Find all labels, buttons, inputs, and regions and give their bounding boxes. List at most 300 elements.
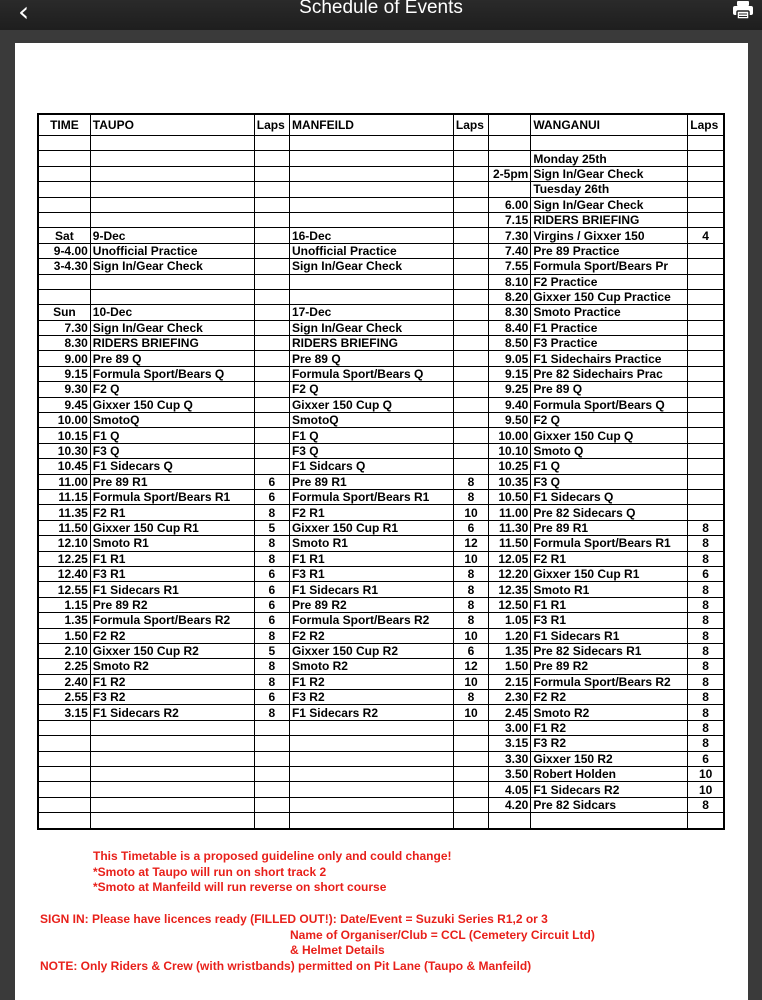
- cell-wanganui-laps: 8: [688, 613, 724, 628]
- cell-manfeild: [289, 720, 453, 735]
- cell-taupo: [90, 212, 254, 227]
- cell-wanganui-time: 7.55: [489, 259, 531, 274]
- cell-manfeild: [289, 289, 453, 304]
- cell-wanganui: Formula Sport/Bears Q: [531, 397, 688, 412]
- cell-manfeild-laps: [453, 289, 488, 304]
- cell-wanganui-laps: 8: [688, 705, 724, 720]
- cell-time: 8.30: [38, 336, 90, 351]
- cell-wanganui: F2 Practice: [531, 274, 688, 289]
- cell-taupo: 10-Dec: [90, 305, 254, 320]
- cell-taupo-laps: 6: [254, 690, 289, 705]
- disclaimer-notes: [93, 849, 452, 896]
- cell-taupo-laps: 8: [254, 551, 289, 566]
- cell-taupo: Formula Sport/Bears Q: [90, 366, 254, 381]
- cell-wanganui: Monday 25th: [531, 151, 688, 166]
- cell-taupo: RIDERS BRIEFING: [90, 336, 254, 351]
- cell-wanganui-laps: 8: [688, 720, 724, 735]
- cell-manfeild: Pre 89 R2: [289, 597, 453, 612]
- cell-manfeild: [289, 782, 453, 797]
- cell-wanganui-time: 2.30: [489, 690, 531, 705]
- cell-taupo-laps: [254, 767, 289, 782]
- cell-taupo: F3 Q: [90, 443, 254, 458]
- header-taupo-laps: Laps: [254, 114, 289, 136]
- cell-taupo-laps: 8: [254, 628, 289, 643]
- table-row: [38, 659, 724, 674]
- cell-wanganui-time: 3.15: [489, 736, 531, 751]
- cell-wanganui: Sign In/Gear Check: [531, 166, 688, 181]
- cell-taupo: F2 Q: [90, 382, 254, 397]
- cell-taupo: Gixxer 150 Cup R1: [90, 520, 254, 535]
- cell-wanganui: Pre 82 Sidechairs Prac: [531, 366, 688, 381]
- cell-taupo: F1 R1: [90, 551, 254, 566]
- cell-time: [38, 289, 90, 304]
- cell-manfeild: F1 Sidcars Q: [289, 459, 453, 474]
- cell-wanganui: F1 R2: [531, 720, 688, 735]
- cell-taupo: F1 Q: [90, 428, 254, 443]
- cell-manfeild: F3 R2: [289, 690, 453, 705]
- cell-time: 12.25: [38, 551, 90, 566]
- cell-wanganui: Gixxer 150 Cup R1: [531, 566, 688, 581]
- cell-manfeild-laps: [453, 720, 488, 735]
- cell-wanganui-laps: [688, 305, 724, 320]
- cell-taupo-laps: [254, 305, 289, 320]
- table-row: [38, 459, 724, 474]
- cell-taupo: Formula Sport/Bears R1: [90, 489, 254, 504]
- cell-wanganui-time: [489, 813, 531, 829]
- cell-wanganui-time: 3.30: [489, 751, 531, 766]
- cell-time: 3-4.30: [38, 259, 90, 274]
- cell-manfeild: Gixxer 150 Cup R2: [289, 643, 453, 658]
- cell-taupo: SmotoQ: [90, 413, 254, 428]
- cell-time: 11.50: [38, 520, 90, 535]
- table-row: [38, 443, 724, 458]
- cell-manfeild: F2 R1: [289, 505, 453, 520]
- cell-wanganui-time: 9.25: [489, 382, 531, 397]
- cell-time: 12.55: [38, 582, 90, 597]
- chevron-left-icon[interactable]: ‹: [18, 0, 30, 28]
- table-row: [38, 197, 724, 212]
- cell-wanganui-time: 11.30: [489, 520, 531, 535]
- cell-manfeild: RIDERS BRIEFING: [289, 336, 453, 351]
- cell-manfeild-laps: [453, 782, 488, 797]
- cell-wanganui: Pre 89 Q: [531, 382, 688, 397]
- cell-taupo-laps: 6: [254, 489, 289, 504]
- cell-taupo: [90, 720, 254, 735]
- cell-time: 9.30: [38, 382, 90, 397]
- cell-taupo-laps: [254, 443, 289, 458]
- cell-time: 2.25: [38, 659, 90, 674]
- cell-manfeild-laps: [453, 813, 488, 829]
- table-row: [38, 628, 724, 643]
- cell-wanganui-time: 12.05: [489, 551, 531, 566]
- cell-manfeild: [289, 751, 453, 766]
- cell-wanganui-time: 4.05: [489, 782, 531, 797]
- cell-manfeild: Formula Sport/Bears Q: [289, 366, 453, 381]
- cell-taupo: [90, 813, 254, 829]
- cell-taupo-laps: [254, 182, 289, 197]
- cell-wanganui-time: 11.00: [489, 505, 531, 520]
- cell-manfeild: [289, 212, 453, 227]
- cell-manfeild: Sign In/Gear Check: [289, 259, 453, 274]
- cell-taupo: 9-Dec: [90, 228, 254, 243]
- table-row: [38, 613, 724, 628]
- cell-wanganui: F1 Sidecars R1: [531, 628, 688, 643]
- cell-wanganui-laps: [688, 243, 724, 258]
- table-row: [38, 259, 724, 274]
- cell-taupo: Formula Sport/Bears R2: [90, 613, 254, 628]
- cell-wanganui-laps: [688, 212, 724, 227]
- cell-wanganui-laps: [688, 336, 724, 351]
- cell-wanganui-laps: [688, 428, 724, 443]
- cell-wanganui-time: 10.10: [489, 443, 531, 458]
- table-row: [38, 351, 724, 366]
- cell-wanganui-time: 2.45: [489, 705, 531, 720]
- page-title: Schedule of Events: [299, 0, 463, 18]
- cell-wanganui: F3 Practice: [531, 336, 688, 351]
- cell-taupo-laps: [254, 382, 289, 397]
- cell-taupo-laps: [254, 336, 289, 351]
- cell-wanganui-time: 9.50: [489, 413, 531, 428]
- cell-wanganui-laps: [688, 397, 724, 412]
- table-row: [38, 151, 724, 166]
- cell-wanganui-laps: [688, 351, 724, 366]
- cell-manfeild-laps: [453, 382, 488, 397]
- cell-taupo-laps: [254, 397, 289, 412]
- table-header-row: [38, 114, 724, 136]
- cell-taupo-laps: 6: [254, 566, 289, 581]
- cell-time: [38, 212, 90, 227]
- organiser-note: Name of Organiser/Club = CCL (Cemetery Circuit Ltd): [290, 928, 595, 942]
- cell-manfeild-laps: 8: [453, 690, 488, 705]
- table-row: [38, 397, 724, 412]
- cell-manfeild-laps: [453, 274, 488, 289]
- cell-taupo: Unofficial Practice: [90, 243, 254, 258]
- cell-manfeild-laps: 8: [453, 582, 488, 597]
- cell-time: [38, 720, 90, 735]
- table-row: [38, 182, 724, 197]
- cell-time: [38, 166, 90, 181]
- table-row: [38, 366, 724, 381]
- table-row: [38, 705, 724, 720]
- cell-wanganui-laps: 8: [688, 797, 724, 812]
- cell-manfeild-laps: [453, 428, 488, 443]
- sign-in-note: SIGN IN: Please have licences ready (FILLED OUT!): Date/Event = Suzuki Series R1,2 or 3: [40, 912, 548, 926]
- cell-manfeild: [289, 797, 453, 812]
- cell-manfeild: F2 R2: [289, 628, 453, 643]
- cell-wanganui: Smoto R2: [531, 705, 688, 720]
- cell-wanganui: Pre 82 Sidcars: [531, 797, 688, 812]
- cell-taupo: [90, 136, 254, 151]
- cell-wanganui-time: 1.20: [489, 628, 531, 643]
- cell-wanganui-laps: 8: [688, 736, 724, 751]
- cell-time: Sun: [38, 305, 90, 320]
- cell-manfeild-laps: 10: [453, 505, 488, 520]
- cell-taupo: [90, 289, 254, 304]
- cell-time: 2.10: [38, 643, 90, 658]
- cell-manfeild: SmotoQ: [289, 413, 453, 428]
- cell-manfeild-laps: [453, 736, 488, 751]
- cell-manfeild: [289, 767, 453, 782]
- cell-taupo: [90, 197, 254, 212]
- cell-time: 2.55: [38, 690, 90, 705]
- cell-manfeild: F3 R1: [289, 566, 453, 581]
- cell-wanganui-time: [489, 151, 531, 166]
- cell-time: 9.45: [38, 397, 90, 412]
- cell-time: 12.40: [38, 566, 90, 581]
- cell-wanganui-laps: [688, 459, 724, 474]
- header-time: TIME: [38, 114, 90, 136]
- cell-wanganui-time: 8.10: [489, 274, 531, 289]
- table-row: [38, 551, 724, 566]
- cell-wanganui-laps: [688, 382, 724, 397]
- cell-taupo-laps: [254, 720, 289, 735]
- cell-manfeild-laps: [453, 413, 488, 428]
- cell-wanganui-time: 12.50: [489, 597, 531, 612]
- cell-taupo-laps: [254, 797, 289, 812]
- pit-lane-note: NOTE: Only Riders & Crew (with wristbands) permitted on Pit Lane (Taupo & Manfeild): [40, 959, 532, 973]
- cell-time: 1.50: [38, 628, 90, 643]
- cell-taupo-laps: [254, 228, 289, 243]
- cell-wanganui-laps: 10: [688, 782, 724, 797]
- cell-wanganui-time: 8.30: [489, 305, 531, 320]
- cell-manfeild-laps: [453, 166, 488, 181]
- cell-wanganui: Formula Sport/Bears R1: [531, 536, 688, 551]
- cell-taupo-laps: 8: [254, 705, 289, 720]
- cell-taupo-laps: [254, 366, 289, 381]
- cell-wanganui: RIDERS BRIEFING: [531, 212, 688, 227]
- header-manfeild-laps: Laps: [453, 114, 488, 136]
- cell-taupo: Smoto R1: [90, 536, 254, 551]
- cell-taupo: [90, 151, 254, 166]
- cell-manfeild-laps: 8: [453, 489, 488, 504]
- cell-wanganui-laps: [688, 443, 724, 458]
- cell-wanganui-laps: 10: [688, 767, 724, 782]
- cell-taupo: [90, 166, 254, 181]
- table-row: [38, 736, 724, 751]
- cell-wanganui-laps: 8: [688, 643, 724, 658]
- cell-taupo-laps: [254, 736, 289, 751]
- cell-taupo-laps: 5: [254, 643, 289, 658]
- cell-manfeild-laps: 8: [453, 474, 488, 489]
- cell-wanganui-time: 1.05: [489, 613, 531, 628]
- cell-wanganui: F3 Q: [531, 474, 688, 489]
- note-smoto-taupo: *Smoto at Taupo will run on short track 2: [93, 864, 327, 879]
- helmet-note: & Helmet Details: [290, 943, 385, 957]
- cell-manfeild-laps: [453, 351, 488, 366]
- table-row: [38, 782, 724, 797]
- cell-manfeild: F2 Q: [289, 382, 453, 397]
- cell-wanganui-laps: [688, 505, 724, 520]
- cell-taupo-laps: [254, 782, 289, 797]
- cell-wanganui: Pre 89 R1: [531, 520, 688, 535]
- cell-time: [38, 151, 90, 166]
- table-row: [38, 720, 724, 735]
- cell-wanganui: F1 Sidechairs Practice: [531, 351, 688, 366]
- cell-wanganui-time: 9.05: [489, 351, 531, 366]
- cell-wanganui-time: 9.15: [489, 366, 531, 381]
- table-row: [38, 690, 724, 705]
- cell-wanganui-time: 8.50: [489, 336, 531, 351]
- cell-manfeild-laps: 10: [453, 705, 488, 720]
- table-row: [38, 520, 724, 535]
- cell-manfeild-laps: [453, 305, 488, 320]
- cell-wanganui-laps: [688, 489, 724, 504]
- cell-taupo: [90, 767, 254, 782]
- cell-time: [38, 813, 90, 829]
- cell-taupo: Gixxer 150 Cup R2: [90, 643, 254, 658]
- cell-manfeild: [289, 182, 453, 197]
- table-row: [38, 413, 724, 428]
- cell-taupo-laps: [254, 136, 289, 151]
- cell-wanganui-laps: 6: [688, 566, 724, 581]
- cell-time: 2.40: [38, 674, 90, 689]
- cell-wanganui: F2 R1: [531, 551, 688, 566]
- cell-manfeild-laps: [453, 243, 488, 258]
- cell-wanganui-time: 2-5pm: [489, 166, 531, 181]
- table-row: [38, 474, 724, 489]
- cell-wanganui: Pre 82 Sidecars R1: [531, 643, 688, 658]
- table-row: [38, 320, 724, 335]
- cell-manfeild: [289, 166, 453, 181]
- cell-time: 10.30: [38, 443, 90, 458]
- cell-time: 9.00: [38, 351, 90, 366]
- cell-manfeild: Gixxer 150 Cup Q: [289, 397, 453, 412]
- cell-taupo-laps: [254, 289, 289, 304]
- cell-taupo: [90, 797, 254, 812]
- cell-time: [38, 182, 90, 197]
- table-row: [38, 813, 724, 829]
- cell-manfeild: Gixxer 150 Cup R1: [289, 520, 453, 535]
- cell-wanganui-laps: 6: [688, 751, 724, 766]
- cell-wanganui-laps: [688, 413, 724, 428]
- cell-taupo-laps: [254, 197, 289, 212]
- cell-time: Sat: [38, 228, 90, 243]
- cell-wanganui: Smoto R1: [531, 582, 688, 597]
- cell-manfeild-laps: [453, 320, 488, 335]
- cell-time: [38, 136, 90, 151]
- cell-taupo: Smoto R2: [90, 659, 254, 674]
- table-row: [38, 305, 724, 320]
- cell-manfeild: [289, 274, 453, 289]
- cell-time: 10.45: [38, 459, 90, 474]
- cell-wanganui-laps: 8: [688, 659, 724, 674]
- cell-time: 10.00: [38, 413, 90, 428]
- cell-wanganui-laps: [688, 259, 724, 274]
- cell-manfeild-laps: [453, 151, 488, 166]
- cell-wanganui: F1 Practice: [531, 320, 688, 335]
- cell-taupo-laps: 5: [254, 520, 289, 535]
- cell-taupo-laps: [254, 351, 289, 366]
- cell-time: [38, 751, 90, 766]
- cell-wanganui-laps: 8: [688, 674, 724, 689]
- cell-taupo: [90, 274, 254, 289]
- table-row: [38, 751, 724, 766]
- cell-taupo-laps: 8: [254, 674, 289, 689]
- note-guideline: This Timetable is a proposed guideline only and could change!: [93, 849, 452, 863]
- cell-manfeild: Smoto R2: [289, 659, 453, 674]
- cell-wanganui: Gixxer 150 Cup Practice: [531, 289, 688, 304]
- table-row: [38, 274, 724, 289]
- cell-time: 11.35: [38, 505, 90, 520]
- cell-wanganui-laps: [688, 197, 724, 212]
- cell-wanganui-time: 1.35: [489, 643, 531, 658]
- cell-manfeild: F1 R2: [289, 674, 453, 689]
- cell-manfeild: [289, 197, 453, 212]
- cell-taupo-laps: [254, 751, 289, 766]
- cell-time: [38, 767, 90, 782]
- cell-wanganui-laps: 4: [688, 228, 724, 243]
- table-row: [38, 243, 724, 258]
- table-row: [38, 582, 724, 597]
- cell-wanganui-laps: 8: [688, 690, 724, 705]
- cell-wanganui-laps: 8: [688, 628, 724, 643]
- cell-wanganui: F3 R2: [531, 736, 688, 751]
- header-manfeild: MANFEILD: [289, 114, 453, 136]
- cell-manfeild-laps: 12: [453, 536, 488, 551]
- cell-taupo-laps: 6: [254, 613, 289, 628]
- cell-time: [38, 197, 90, 212]
- table-row: [38, 166, 724, 181]
- cell-taupo-laps: [254, 459, 289, 474]
- cell-taupo-laps: [254, 243, 289, 258]
- cell-manfeild-laps: 10: [453, 628, 488, 643]
- cell-wanganui-time: 7.30: [489, 228, 531, 243]
- cell-wanganui-time: [489, 182, 531, 197]
- cell-manfeild-laps: [453, 366, 488, 381]
- cell-manfeild-laps: 10: [453, 551, 488, 566]
- cell-time: 1.35: [38, 613, 90, 628]
- cell-time: [38, 797, 90, 812]
- cell-wanganui: [531, 136, 688, 151]
- table-row: [38, 289, 724, 304]
- cell-manfeild-laps: [453, 182, 488, 197]
- printer-icon[interactable]: [732, 0, 754, 20]
- table-row: [38, 228, 724, 243]
- cell-wanganui-time: 7.15: [489, 212, 531, 227]
- cell-manfeild-laps: 8: [453, 597, 488, 612]
- table-row: [38, 505, 724, 520]
- cell-wanganui: F2 Q: [531, 413, 688, 428]
- cell-taupo-laps: 6: [254, 597, 289, 612]
- cell-manfeild-laps: 6: [453, 643, 488, 658]
- cell-wanganui-time: 4.20: [489, 797, 531, 812]
- cell-taupo: [90, 782, 254, 797]
- cell-wanganui: Formula Sport/Bears Pr: [531, 259, 688, 274]
- cell-wanganui: F1 Q: [531, 459, 688, 474]
- header-wanganui-laps: Laps: [688, 114, 724, 136]
- cell-wanganui: Smoto Q: [531, 443, 688, 458]
- cell-wanganui: Pre 82 Sidecars Q: [531, 505, 688, 520]
- cell-wanganui: Pre 89 R2: [531, 659, 688, 674]
- table-row: [38, 212, 724, 227]
- cell-taupo: F3 R1: [90, 566, 254, 581]
- cell-manfeild-laps: 6: [453, 520, 488, 535]
- cell-manfeild: Smoto R1: [289, 536, 453, 551]
- cell-wanganui: Sign In/Gear Check: [531, 197, 688, 212]
- cell-manfeild: F3 Q: [289, 443, 453, 458]
- header-wanganui-time: [489, 114, 531, 136]
- cell-manfeild: Sign In/Gear Check: [289, 320, 453, 335]
- cell-taupo: F1 R2: [90, 674, 254, 689]
- cell-wanganui-time: 12.20: [489, 566, 531, 581]
- cell-manfeild-laps: 8: [453, 566, 488, 581]
- table-row: [38, 597, 724, 612]
- table-row: [38, 489, 724, 504]
- cell-manfeild: [289, 813, 453, 829]
- schedule-table: [37, 113, 725, 830]
- table-row: [38, 336, 724, 351]
- table-row: [38, 566, 724, 581]
